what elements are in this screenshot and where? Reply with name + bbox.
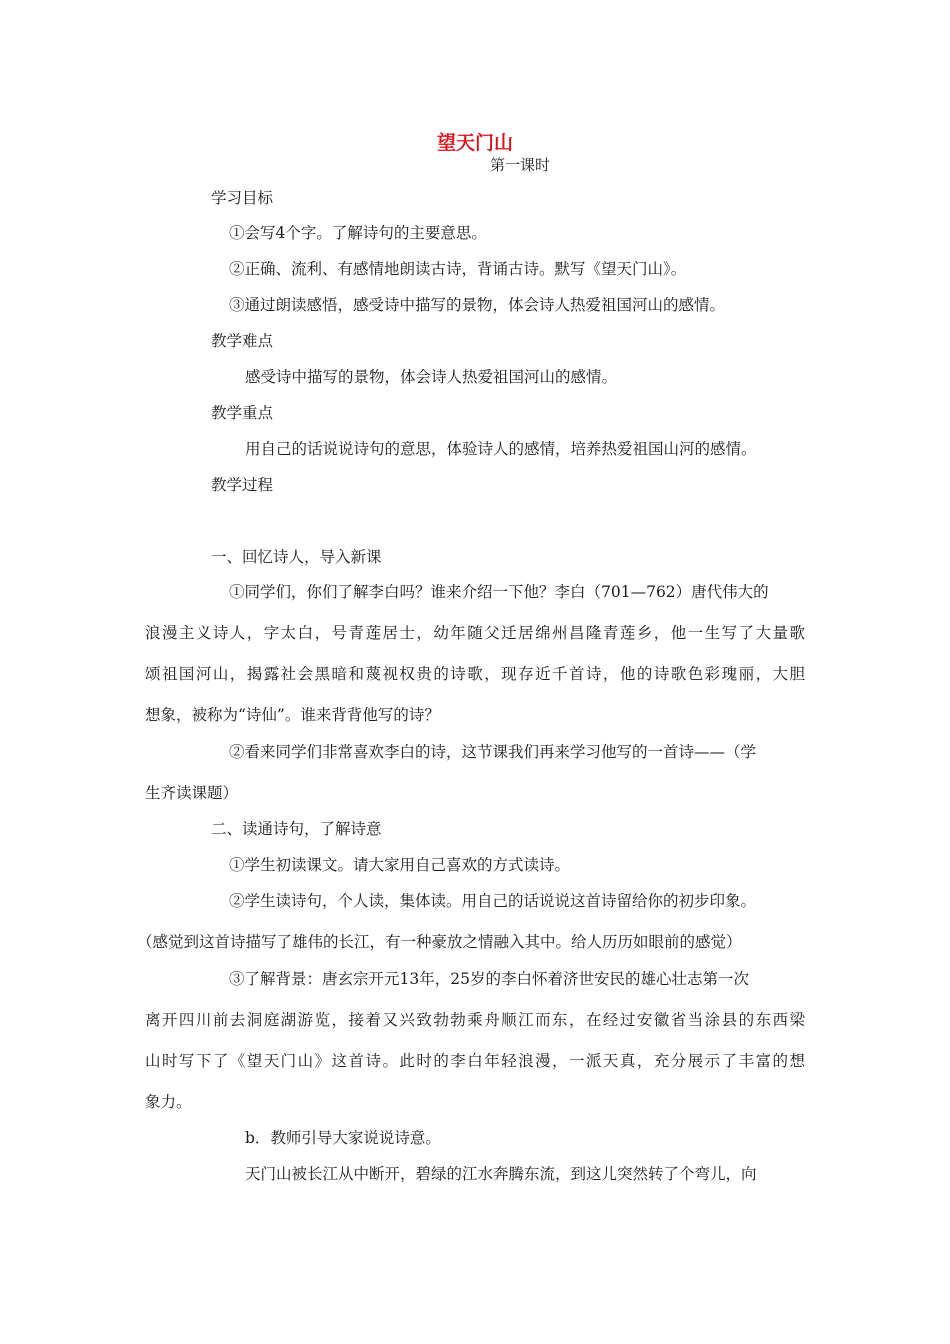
paragraph-line: ②学生读诗句，个人读，集体读。用自己的话说说这首诗留给你的初步印象。 [229, 892, 757, 910]
goal-item: ③通过朗读感悟，感受诗中描写的景物，体会诗人热爱祖国河山的感情。 [229, 296, 726, 314]
section-heading-difficulty: 教学难点 [211, 332, 274, 350]
paragraph-line: ②看来同学们非常喜欢李白的诗，这节课我们再来学习他写的一首诗——（学 [229, 743, 757, 761]
paragraph-line: 天门山被长江从中断开，碧绿的江水奔腾东流，到这儿突然转了个弯儿，向 [245, 1165, 757, 1183]
paragraph-line: b．教师引导大家说说诗意。 [245, 1129, 441, 1147]
paragraph-line: 浪漫主义诗人，字太白，号青莲居士，幼年随父迁居绵州昌隆青莲乡，他一生写了大量歌 [145, 624, 805, 642]
paragraph-line: 离开四川前去洞庭湖游览，接着又兴致勃勃乘舟顺江而东，在经过安徽省当涂县的东西梁 [145, 1011, 805, 1029]
goal-item: ②正确、流利、有感情地朗读古诗，背诵古诗。默写《望天门山》。 [229, 260, 687, 278]
paragraph-line: （感觉到这首诗描写了雄伟的长江，有一种豪放之情融入其中。给人历历如眼前的感觉） [137, 933, 742, 951]
paragraph-line: ①同学们，你们了解李白吗？谁来介绍一下他？李白（701—762）唐代伟大的 [229, 583, 769, 601]
doc-title: 望天门山 [436, 132, 513, 154]
doc-subtitle: 第一课时 [489, 156, 550, 174]
section-heading-goals: 学习目标 [211, 189, 274, 207]
paragraph-line: 想象，被称为“诗仙”。谁来背背他写的诗？ [145, 706, 440, 724]
key-text: 用自己的话说说诗句的意思，体验诗人的感情，培养热爱祖国山河的感情。 [245, 440, 757, 458]
paragraph-line: ③了解背景：唐玄宗开元13年，25岁的李白怀着济世安民的雄心壮志第一次 [229, 970, 749, 988]
part2-heading: 二、读通诗句，了解诗意 [211, 820, 382, 838]
paragraph-line: 生齐读课题） [145, 784, 239, 802]
paragraph-line: 象力。 [145, 1093, 192, 1111]
paragraph-line: ①学生初读课文。请大家用自己喜欢的方式读诗。 [229, 856, 571, 874]
part1-heading: 一、回忆诗人，导入新课 [211, 548, 382, 566]
difficulty-text: 感受诗中描写的景物，体会诗人热爱祖国河山的感情。 [245, 368, 618, 386]
paragraph-line: 山时写下了《望天门山》这首诗。此时的李白年轻浪漫，一派天真，充分展示了丰富的想 [145, 1052, 805, 1070]
section-heading-key: 教学重点 [211, 404, 274, 422]
goal-item: ①会写4个字。了解诗句的主要意思。 [229, 224, 487, 242]
paragraph-line: 颂祖国河山，揭露社会黑暗和蔑视权贵的诗歌，现存近千首诗，他的诗歌色彩瑰丽，大胆 [145, 665, 805, 683]
section-heading-process: 教学过程 [211, 476, 274, 494]
